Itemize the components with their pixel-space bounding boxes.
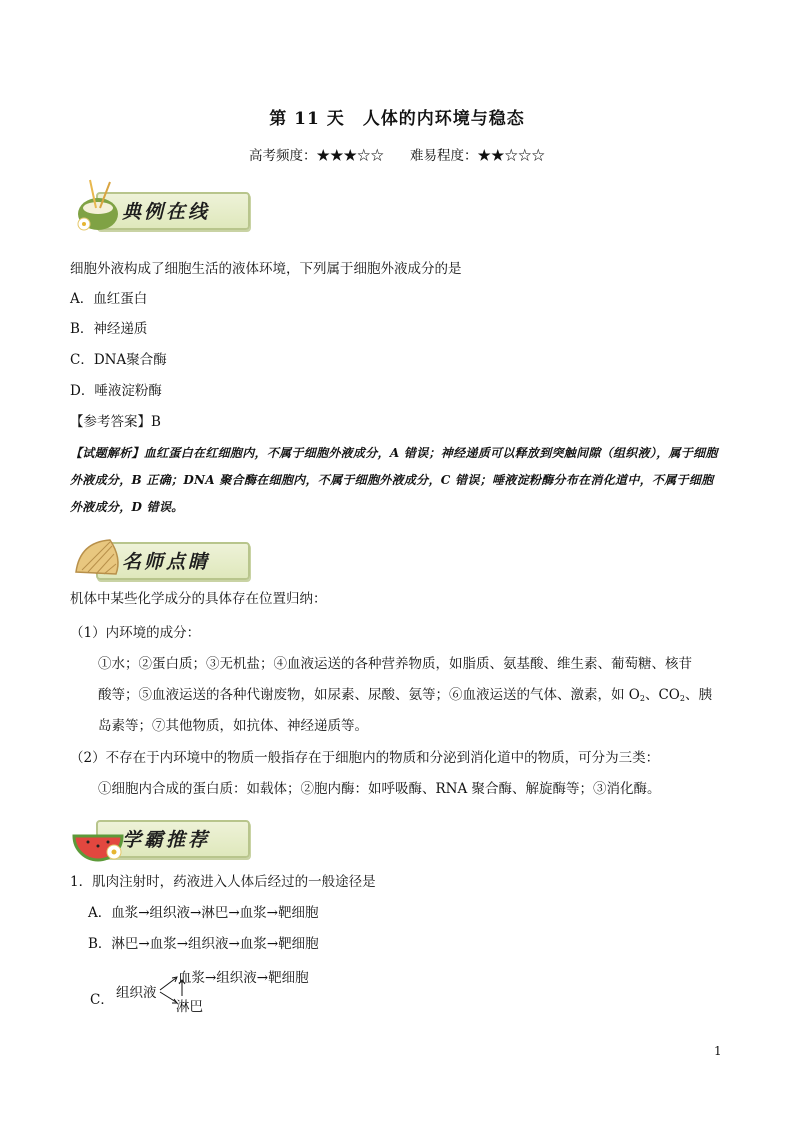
branch-arrows-icon	[158, 968, 188, 1012]
watermelon-icon	[70, 806, 130, 862]
reference-answer: 【参考答案】B	[70, 414, 161, 430]
notes-part2-heading: （2）不存在于内环境中的物质一般指存在于细胞内的物质和分泌到消化道中的物质，可分为三类：	[70, 750, 660, 766]
analysis-paragraph	[70, 440, 720, 521]
line2-text-c: 、胰	[684, 687, 712, 703]
banner-teacher-label: 名师点睛	[122, 551, 211, 573]
co2-subscript: 2	[679, 694, 685, 703]
example-question: 细胞外液构成了细胞生活的液体环境，下列属于细胞外液成分的是	[70, 261, 462, 277]
practice-option-b: B．淋巴→血浆→组织液→血浆→靶细胞	[88, 936, 319, 952]
notes-part1-line1: ①水；②蛋白质；③无机盐；④血液运送的各种营养物质，如脂质、氨基酸、维生素、葡萄糖、核苷	[98, 656, 692, 672]
o2-subscript: 2	[639, 694, 645, 703]
analysis-text: 血红蛋白在红细胞内，不属于细胞外液成分，A 错误；神经递质可以释放到突触间隙（组织液），属于细胞外液成分，B 正确；DNA 聚合酶在细胞内，不属于细胞外液成分，C 错误；唾液淀粉酶分布在消化道中，不属于细胞外液成分，D 错误。	[70, 446, 718, 514]
banner-example	[70, 178, 245, 234]
difficulty-label: 难易程度：	[410, 148, 478, 164]
notes-part1-line2	[98, 685, 712, 709]
banner-recommend	[70, 806, 245, 862]
diagram-bottom-node: 淋巴	[176, 999, 203, 1015]
option-c-label: C．	[90, 992, 114, 1008]
diagram-top-path: 血浆→组织液→靶细胞	[178, 970, 309, 986]
notes-part1-heading: （1）内环境的成分：	[70, 625, 201, 641]
notes-intro: 机体中某些化学成分的具体存在位置归纳：	[70, 591, 327, 607]
freq-stars: ★★★☆☆	[316, 148, 384, 164]
analysis-label: 【试题解析】	[70, 446, 144, 460]
option-b: B．神经递质	[70, 321, 148, 337]
line2-text-b: 、CO	[644, 687, 680, 703]
notes-part1-line3: 岛素等；⑦其他物质，如抗体、神经递质等。	[98, 718, 368, 734]
notes-part2-line1: ①细胞内合成的蛋白质：如载体；②胞内酶：如呼吸酶、RNA 聚合酶、解旋酶等；③消化酶。	[98, 781, 661, 797]
banner-teacher	[70, 528, 245, 584]
page-number: 1	[714, 1044, 722, 1058]
banner-example-label: 典例在线	[122, 201, 211, 223]
option-c: C．DNA聚合酶	[70, 352, 167, 368]
freq-label: 高考频度：	[249, 148, 317, 164]
difficulty-stars: ★★☆☆☆	[477, 148, 545, 164]
diagram-start-node: 组织液	[116, 985, 157, 1001]
title-day: 第 11 天	[269, 109, 345, 129]
option-d: D．唾液淀粉酶	[70, 383, 162, 399]
title-topic: 人体的内环境与稳态	[362, 109, 525, 129]
practice-question-1: 1．肌肉注射时，药液进入人体后经过的一般途径是	[70, 874, 376, 890]
line2-text-a: 酸等；⑤血液运送的各种代谢废物，如尿素、尿酸、氨等；⑥血液运送的气体、激素，如 O	[98, 687, 640, 703]
coconut-icon	[70, 178, 130, 234]
shell-icon	[70, 528, 130, 584]
rating-line	[0, 144, 794, 164]
option-a: A．血红蛋白	[70, 291, 148, 307]
page-title	[0, 104, 794, 129]
practice-option-a: A．血浆→组织液→淋巴→血浆→靶细胞	[88, 905, 319, 921]
option-c-diagram	[90, 962, 350, 1015]
banner-recommend-label: 学霸推荐	[122, 829, 211, 851]
